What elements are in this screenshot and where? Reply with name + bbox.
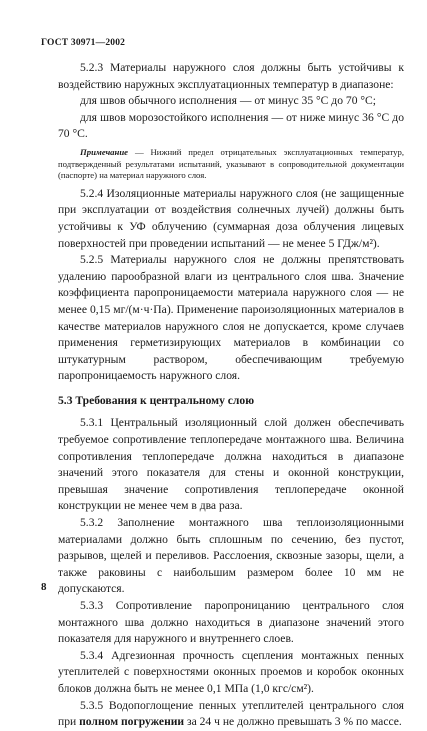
- paragraph-5-3-3: 5.3.3 Сопротивление паропроницанию центрального слоя монтажного шва должно находиться в диапазоне значений этого показателя для наружного и внутреннего слоев.: [58, 599, 404, 646]
- paragraph-5-3-2: 5.3.2 Заполнение монтажного шва теплоизоляционными материалами должно быть сплошным по сечению, без пустот, разрывов, щелей и переливов. Расслоения, сквозные зазоры, щели, а также раковины с наибольшим размером более 10 мм не допускаются.: [58, 516, 404, 596]
- paragraph-5-2-4: 5.2.4 Изоляционные материалы наружного слоя (не защищенные при эксплуатации от воздействия солнечных лучей) должны быть устойчивы к УФ облучению (суммарная доза облучения лицевых поверхностей при проведении испытаний — не менее 5 ГДж/м²).: [58, 186, 404, 250]
- paragraph-5-3-4: 5.3.4 Адгезионная прочность сцепления монтажных пенных утеплителей с поверхностями оконных проемов и коробок оконных блоков должна быть не менее 0,1 МПа (1,0 кгс/см²).: [58, 648, 404, 695]
- document-body: [58, 60, 404, 731]
- paragraph-5-3-5: [58, 698, 404, 731]
- page-number: 8: [41, 581, 47, 593]
- document-id-header: ГОСТ 30971—2002: [41, 38, 126, 48]
- paragraph-5-2-3-item-a: для швов обычного исполнения — от минус 35 °С до 70 °С;: [80, 94, 376, 108]
- paragraph-5-3-5-end: за 24 ч не должно превышать 3 % по массе.: [184, 715, 402, 729]
- note-text: — Нижний предел отрицательных эксплуатационных температур, подтвержденный результатами испытаний, указывают в сопроводительной документации (паспорте) на материал наружного слоя.: [58, 146, 404, 181]
- paragraph-5-3-1: 5.3.1 Центральный изоляционный слой должен обеспечивать требуемое сопротивление теплопередаче монтажного шва. Величина сопротивления теплопередаче должна находиться в диапазоне значений этого показателя для стены и оконной конструкции, превышая значение сопротивления теплопередаче оконной конструкции не менее чем в два раза.: [58, 416, 404, 513]
- note-label: Примечание: [80, 146, 129, 157]
- note: [58, 147, 404, 182]
- paragraph-5-3-5-emphasis: полном погружении: [79, 715, 185, 729]
- paragraph-5-2-3: 5.2.3 Материалы наружного слоя должны быть устойчивы к воздействию наружных эксплуатационных температур в диапазоне:: [58, 61, 404, 91]
- paragraph-5-2-5: 5.2.5 Материалы наружного слоя не должны препятствовать удалению парообразной влаги из центрального слоя шва. Значение коэффициента паропроницаемости материала наружного слоя — не менее 0,15 мг/(м·ч·Па). Применение пароизоляционных материалов в качестве материалов наружного слоя не допускается, кроме случаев применения герметизирующих материалов в комбинации со штукатурным раствором, обеспечивающим требуемую паропроницаемость наружного слоя.: [58, 253, 404, 383]
- section-heading-5-3: 5.3 Требования к центральному слою: [58, 393, 255, 407]
- paragraph-5-2-3-item-b: для швов морозостойкого исполнения — от ниже минус 36 °С до 70 °С.: [58, 110, 404, 141]
- paragraph-5-3-5-start: 5.3.5 Водопоглощение пенных утеплителей центрального слоя при: [58, 698, 404, 729]
